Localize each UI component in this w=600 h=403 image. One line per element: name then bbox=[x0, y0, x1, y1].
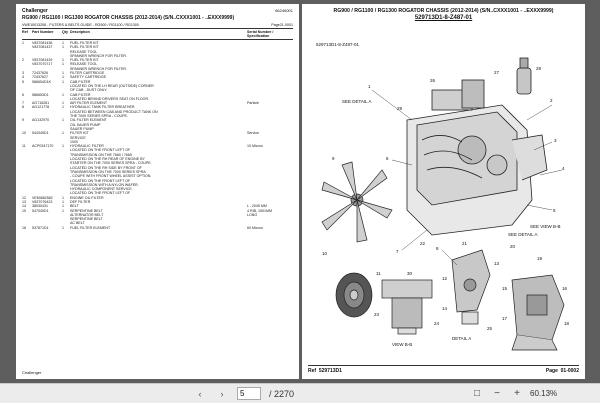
callout-4: 4 bbox=[562, 166, 565, 171]
callout-20: 20 bbox=[510, 244, 516, 249]
zoom-level[interactable]: 60.13% bbox=[530, 389, 558, 398]
row-ref: 4 bbox=[22, 75, 24, 80]
row-description: ALTERNATOR BELT bbox=[70, 212, 104, 217]
row-description: LOCATED ON THE FRONT LEFT OF bbox=[70, 178, 131, 183]
footer-page-label: Page bbox=[545, 368, 558, 374]
header-part-number: Part Number bbox=[32, 30, 54, 34]
callout-22: 22 bbox=[420, 241, 426, 246]
row-description: - COUPE WITH FRONT WHEEL ASSIST OPTION. bbox=[70, 174, 152, 179]
row-description: OIL FILTER ELEMENT bbox=[70, 118, 107, 123]
parts-table-body bbox=[22, 41, 293, 230]
row-ref: 13 bbox=[22, 199, 26, 204]
row-ref: 10 bbox=[22, 131, 26, 136]
header-description: Description bbox=[70, 30, 90, 34]
header-specification: Serial Number / Specification bbox=[247, 30, 274, 38]
header-ref: Ref bbox=[22, 30, 28, 34]
row-qty: 1 bbox=[62, 199, 64, 204]
row-qty: 1 bbox=[62, 131, 64, 136]
row-description: SAFETY CARTRIDGE bbox=[70, 75, 107, 80]
row-specification: 60 Micron bbox=[247, 225, 263, 230]
row-qty: 1 bbox=[62, 58, 64, 63]
diagram-page-title: RG900 / RG1100 / RG1300 ROGATOR CHASSIS (2012-2014) (S/N..CXXX1001 - ..EXXX9999) bbox=[333, 8, 554, 14]
row-description: FUEL FILTER KIT bbox=[70, 41, 99, 45]
row-description: LOCATED BETWEEN CAB AND PRODUCT TANK ON bbox=[70, 109, 158, 114]
row-ref: 8 bbox=[22, 105, 24, 110]
view-bb-drawing bbox=[382, 280, 432, 334]
row-part-number: 544349D1 bbox=[32, 131, 49, 136]
row-ref: 14 bbox=[22, 204, 26, 209]
row-part-number: V837081437 bbox=[32, 45, 53, 50]
callout-15: 15 bbox=[502, 286, 508, 291]
row-description: ENGINE OIL FILTER bbox=[70, 195, 104, 200]
see-detail-a-label-2: SEE DETAIL A bbox=[508, 232, 538, 237]
row-ref: 16 bbox=[22, 225, 26, 230]
row-qty: 1 bbox=[62, 79, 64, 84]
callout-1: 1 bbox=[368, 84, 371, 89]
row-part-number: V837081436 bbox=[32, 41, 53, 45]
row-description: FUEL FILTER KIT bbox=[70, 45, 99, 50]
row-qty: 1 bbox=[62, 204, 64, 209]
row-part-number: AG132970 bbox=[32, 118, 50, 123]
callout-12: 12 bbox=[442, 276, 448, 281]
row-description: LOCATED ON THE FRONT LEFT OF bbox=[70, 148, 131, 153]
row-specification: Particle bbox=[247, 101, 259, 106]
row-qty: 1 bbox=[62, 92, 64, 97]
row-description: SERPENTINE BELT bbox=[70, 208, 103, 213]
footer-page bbox=[546, 368, 579, 374]
row-ref: 1 bbox=[22, 41, 24, 45]
row-specification: L : 2045 MM bbox=[247, 204, 267, 209]
left-page bbox=[16, 4, 299, 379]
row-ref: 12 bbox=[22, 195, 26, 200]
row-part-number: V837070717 bbox=[32, 62, 53, 67]
row-part-number: 537871D1 bbox=[32, 225, 49, 230]
page-number-input[interactable] bbox=[237, 387, 261, 400]
cooling-fan-drawing bbox=[322, 162, 392, 242]
callout-11: 11 bbox=[376, 271, 381, 276]
row-description: SAUER PUMP bbox=[70, 126, 94, 131]
callout-18: 18 bbox=[564, 321, 570, 326]
engine-block-drawing bbox=[407, 58, 547, 235]
row-description: TRANSMISSION ON THE 7660 / 7665 bbox=[70, 152, 132, 157]
zoom-in-icon[interactable]: + bbox=[514, 388, 520, 399]
row-ref: 15 bbox=[22, 208, 26, 213]
detail-a-drawing bbox=[452, 250, 490, 324]
callout-10: 10 bbox=[322, 251, 328, 256]
callout-24: 24 bbox=[434, 321, 440, 326]
row-qty: 1 bbox=[62, 208, 64, 213]
row-specification: 4 RIB, 1501MM bbox=[247, 208, 272, 213]
row-description: HYDRAULIC TANK FILTER BREATHER bbox=[70, 105, 135, 110]
callout-23: 23 bbox=[374, 312, 380, 317]
row-part-number: 547040D1 bbox=[32, 208, 49, 213]
row-part-number: 72437627 bbox=[32, 75, 48, 80]
row-description: LOCATED ON THE RH SIDE BY FRONT OF bbox=[70, 165, 142, 170]
row-description: CAB FILTER bbox=[70, 79, 91, 84]
zoom-controls bbox=[470, 386, 557, 401]
right-page bbox=[302, 4, 585, 379]
row-qty: 1 bbox=[62, 144, 64, 149]
row-qty: 1 bbox=[62, 41, 64, 45]
zoom-out-icon[interactable]: − bbox=[494, 388, 500, 399]
row-description: LOCATED ON THE RH REAR OF ENGINE BY bbox=[70, 157, 145, 162]
row-part-number: V837076423 bbox=[32, 199, 53, 204]
fit-page-icon[interactable]: □ bbox=[473, 388, 481, 399]
callout-27: 27 bbox=[494, 70, 500, 75]
row-part-number: 38030431 bbox=[32, 204, 48, 209]
row-description: RELEASE TOOL bbox=[70, 62, 98, 67]
row-qty: 1 bbox=[62, 101, 64, 106]
callout-2: 2 bbox=[550, 98, 553, 103]
row-description: LOCATED ON THE LH REAR (OUTSIDE) CORNER bbox=[70, 83, 154, 88]
section-header bbox=[22, 23, 293, 29]
row-specification: LONG bbox=[247, 212, 258, 217]
chevron-right-icon[interactable]: › bbox=[220, 388, 224, 399]
row-qty: 1 bbox=[62, 62, 64, 67]
row-ref: 9 bbox=[22, 118, 24, 123]
row-qty: 1 bbox=[62, 71, 64, 76]
brand-name: Challenger bbox=[22, 8, 48, 14]
callout-13: 13 bbox=[494, 261, 500, 266]
callout-26: 26 bbox=[430, 78, 436, 83]
see-view-bb-label: SEE VIEW B-B bbox=[530, 224, 561, 229]
row-qty: 1 bbox=[62, 195, 64, 200]
row-ref: 2 bbox=[22, 58, 24, 63]
row-specification: 10 Micron bbox=[247, 144, 263, 149]
diagram-page-code: 529713D1-8-Z487-01 bbox=[414, 15, 473, 21]
row-description: LOCATED ON THE FRONT LEFT OF bbox=[70, 191, 131, 196]
footer-ref-label: Ref bbox=[308, 368, 317, 374]
row-description: FILTER KIT bbox=[70, 131, 89, 136]
row-description: HYDRAULIC COMPONENT SERVICE. bbox=[70, 187, 133, 192]
row-specification: Service bbox=[247, 131, 259, 136]
row-description: THE 7000 SERIES SPRA - COUPE. bbox=[70, 114, 128, 119]
callout-8: 8 bbox=[436, 246, 439, 251]
header-qty: Qty bbox=[62, 30, 68, 34]
row-description: OIL SAUER PUMP bbox=[70, 122, 101, 127]
row-description: DEF FILTER bbox=[70, 199, 91, 204]
row-part-number: ACP0347170 bbox=[32, 144, 54, 149]
diagram-page-footer bbox=[308, 365, 579, 374]
row-description: FUEL FILTER KIT bbox=[70, 58, 99, 63]
see-detail-a-label: SEE DETAIL A bbox=[342, 99, 372, 104]
engine-mount-drawing bbox=[512, 275, 564, 350]
row-ref: 7 bbox=[22, 101, 24, 106]
callout-28: 28 bbox=[536, 66, 542, 71]
page-total: / 2270 bbox=[269, 388, 295, 399]
footer-ref-value: 529713D1 bbox=[318, 368, 342, 374]
row-part-number: 586654D1K bbox=[32, 79, 51, 84]
row-qty: 1 bbox=[62, 225, 64, 230]
table-row bbox=[22, 226, 293, 230]
row-description: AC BELT bbox=[70, 221, 85, 226]
row-qty: 1 bbox=[62, 75, 64, 80]
callout-29: 29 bbox=[397, 106, 403, 111]
document-code: 66246001 bbox=[275, 8, 293, 13]
row-ref: 3 bbox=[22, 71, 24, 76]
callout-6: 6 bbox=[386, 156, 389, 161]
callout-16: 16 bbox=[562, 286, 568, 291]
row-description: STARTER ON THE 7000 SERIES SPRA - COUPE. bbox=[70, 161, 152, 166]
callout-19: 19 bbox=[537, 256, 543, 261]
row-description: TRANSMISSION WITH A NYLON WAFER. bbox=[70, 182, 139, 187]
row-part-number: AG121778 bbox=[32, 105, 50, 110]
callout-5: 5 bbox=[553, 208, 556, 213]
view-bb-label: VIEW B-B bbox=[392, 342, 413, 347]
page-navigation bbox=[193, 386, 294, 401]
row-description: TRANSMISSION ON THE 7000 SERIES SPRA bbox=[70, 169, 146, 174]
row-ref: 11 bbox=[22, 144, 26, 149]
row-description: FUEL FILTER ELEMENT bbox=[70, 225, 111, 230]
callout-9: 9 bbox=[332, 156, 335, 161]
callout-30: 30 bbox=[407, 271, 413, 276]
footer-ref bbox=[308, 368, 342, 374]
row-description: AIR FILTER ELEMENT bbox=[70, 101, 108, 106]
parts-table-header bbox=[22, 30, 293, 40]
row-ref: 5 bbox=[22, 79, 24, 84]
viewer-toolbar bbox=[0, 383, 600, 403]
engine-exploded-diagram bbox=[312, 50, 576, 360]
row-part-number: 72437626 bbox=[32, 71, 48, 76]
row-description: SERPENTINE BELT bbox=[70, 217, 103, 222]
row-description: SPANNER WRENCH FOR FILTER. bbox=[70, 53, 127, 58]
left-page-footer: Challenger bbox=[22, 370, 42, 375]
section-title: VWE10013206 - FILTERS & BELTS GUIDE - RG900 / RG1100 / RG1300 bbox=[22, 23, 139, 27]
callout-17: 17 bbox=[502, 316, 508, 321]
row-description: RELEASE TOOL bbox=[70, 49, 98, 54]
callout-7: 7 bbox=[396, 249, 399, 254]
row-description: OF CAB - DUST ONLY. bbox=[70, 88, 108, 93]
row-description: CAB FILTER bbox=[70, 92, 91, 97]
footer-page-value: 01-0002 bbox=[560, 368, 579, 374]
row-part-number: AG716261 bbox=[32, 101, 50, 106]
row-part-number: V837081439 bbox=[32, 58, 53, 63]
row-description: HYDRAULIC FILTER bbox=[70, 144, 104, 149]
row-part-number: 586653D1 bbox=[32, 92, 49, 97]
document-title: RG900 / RG1100 / RG1300 ROGATOR CHASSIS (2012-2014) (S/N..CXXX1001 - ..EXXX9999) bbox=[22, 15, 235, 21]
row-qty: 1 bbox=[62, 105, 64, 110]
row-description: 1000 bbox=[70, 139, 78, 144]
row-description: LOCATED BEHIND DRIVERS SEAT ON FLOOR. bbox=[70, 96, 150, 101]
detail-a-label: DETAIL A bbox=[452, 336, 472, 341]
row-description: SPANNER WRENCH FOR FILTER. bbox=[70, 66, 127, 71]
callout-14: 14 bbox=[442, 306, 448, 311]
row-ref: 6 bbox=[22, 92, 24, 97]
chevron-left-icon[interactable]: ‹ bbox=[198, 388, 202, 399]
diagram-label: 529713D1-8-Z487-01 bbox=[316, 42, 360, 47]
section-page: Page21-0001 bbox=[271, 23, 293, 27]
pulley-drawing bbox=[336, 273, 372, 317]
row-description: SERVICE bbox=[70, 135, 86, 140]
callout-25: 25 bbox=[487, 326, 493, 331]
row-description: BELT bbox=[70, 204, 79, 209]
callout-3: 3 bbox=[554, 138, 557, 143]
row-qty: 1 bbox=[62, 118, 64, 123]
row-qty: 1 bbox=[62, 45, 64, 50]
callout-21: 21 bbox=[462, 241, 468, 246]
row-part-number: VE60682582 bbox=[32, 195, 53, 200]
row-description: FILTER CARTRIDGE bbox=[70, 71, 105, 76]
